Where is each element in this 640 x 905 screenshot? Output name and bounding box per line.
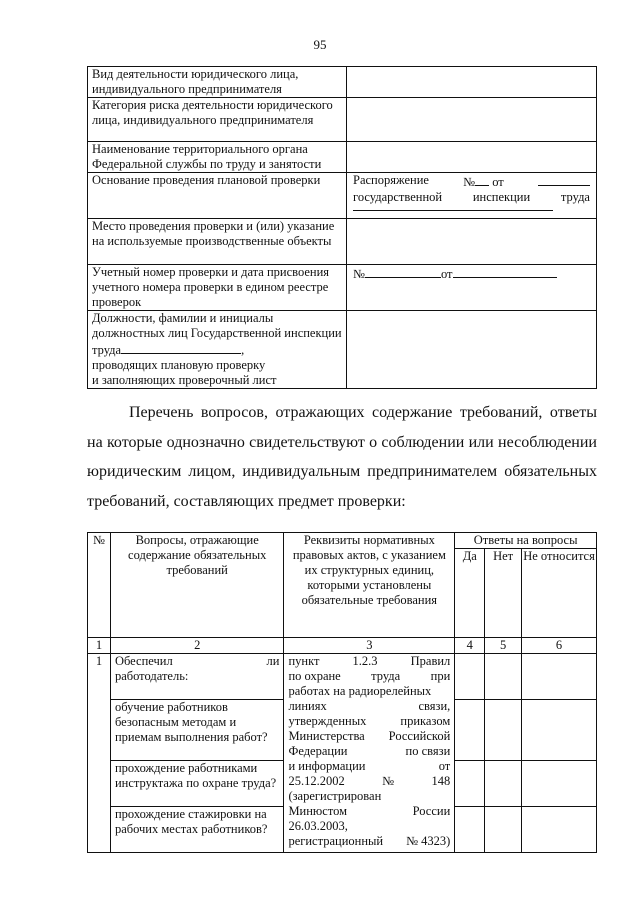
answer-na-cell[interactable] [522, 700, 597, 761]
page-number: 95 [313, 37, 327, 52]
requisites-line [288, 684, 450, 699]
info-value [347, 219, 597, 265]
info-row-risk-category [88, 98, 597, 142]
info-row-record-number [88, 265, 597, 311]
header-num: № [88, 533, 111, 638]
info-row-basis [88, 173, 597, 219]
requisites-word: 1.2.3 [352, 654, 378, 668]
requisites-word: № 4323) [406, 834, 451, 848]
info-label: Должности, фамилии и инициалы должностных лиц Государственной инспекции труда , проводящих плановую проверку и заполняющих проверочный лист [88, 311, 347, 389]
requisites-word: Российской [388, 729, 451, 743]
answer-na-cell[interactable] [522, 761, 597, 807]
basis-number: № от [463, 175, 504, 189]
answer-yes-cell[interactable] [455, 761, 485, 807]
requisites-word: линиях [288, 699, 327, 713]
basis-date-blank [538, 173, 590, 186]
answer-no-cell[interactable] [485, 761, 522, 807]
requisites-word: Министерства [288, 729, 365, 743]
requisites-word: по связи [405, 744, 451, 758]
info-label: Категория риска деятельности юридического лица, индивидуального предпринимателя [88, 98, 347, 142]
answer-no-cell[interactable] [485, 654, 522, 700]
requisites-word: труда [371, 669, 401, 683]
requisites-word: регистрационный [288, 834, 384, 848]
inspection-info-table [87, 66, 597, 389]
header-answers: Ответы на вопросы [455, 533, 597, 549]
header-requisites: Реквизиты нормативных правовых актов, с указанием их структурных единиц, которыми установлены обязательные требования [284, 533, 455, 638]
basis-word: труда [560, 190, 590, 204]
requisites-line [288, 759, 450, 774]
basis-line-1 [353, 173, 590, 190]
sub-question-text: обучение работников безопасным методам и приемам выполнения работ? [110, 700, 284, 761]
info-row-officials [88, 311, 597, 389]
header-no: Нет [485, 549, 522, 638]
basis-line-2 [353, 190, 590, 205]
info-label: Основание проведения плановой проверки [88, 173, 347, 219]
answer-no-cell[interactable] [485, 700, 522, 761]
questions-table [87, 532, 597, 853]
requisites-line [288, 729, 450, 744]
requisites-line [288, 669, 450, 684]
requisites-word: № [382, 774, 395, 788]
record-number-value: № от [347, 265, 597, 311]
column-numbers-row [88, 638, 597, 654]
question-text: Обеспечил ли работодатель: [110, 654, 284, 700]
col-number: 5 [485, 638, 522, 654]
requisites-line [288, 789, 450, 804]
requisites-word: 148 [431, 774, 451, 788]
header-questions: Вопросы, отражающие содержание обязательных требований [110, 533, 284, 638]
question-row [88, 654, 597, 700]
info-row-activity [88, 67, 597, 98]
requisites-cell [284, 654, 455, 853]
answer-yes-cell[interactable] [455, 807, 485, 853]
requisites-word: утвержденных [288, 714, 367, 728]
requisites-line [288, 834, 450, 849]
info-row-place [88, 219, 597, 265]
header-yes: Да [455, 549, 485, 638]
requisites-line [288, 699, 450, 714]
requisites-line [288, 774, 450, 789]
requisites-word: приказом [400, 714, 451, 728]
info-label: Вид деятельности юридического лица, индивидуального предпринимателя [88, 67, 347, 98]
requisites-word: при [430, 669, 451, 683]
basis-word: государственной [353, 190, 443, 204]
col-number: 1 [88, 638, 111, 654]
info-label: Место проведения проверки и (или) указание на используемые производственные объекты [88, 219, 347, 265]
requisites-line [288, 714, 450, 729]
basis-value [347, 173, 597, 219]
answer-na-cell[interactable] [522, 807, 597, 853]
requisites-word: и информации [288, 759, 366, 773]
requisites-word: 25.12.2002 [288, 774, 345, 788]
info-value [347, 142, 597, 173]
requisites-word: 26.03.2003, [288, 819, 348, 833]
requisites-word: Федерации [288, 744, 348, 758]
info-value [347, 67, 597, 98]
requisites-word: Правил [410, 654, 451, 668]
requisites-word: по охране [288, 669, 341, 683]
requisites-line [288, 804, 450, 819]
requisites-line [288, 744, 450, 759]
requisites-word: работах на радиорелейных [288, 684, 432, 698]
info-label: Наименование территориального органа Федеральной службы по труду и занятости [88, 142, 347, 173]
info-value [347, 98, 597, 142]
question-number: 1 [88, 654, 111, 853]
requisites-line [288, 654, 450, 669]
info-label: Учетный номер проверки и дата присвоения учетного номера проверки в едином реестре проверок [88, 265, 347, 311]
col-number: 3 [284, 638, 455, 654]
sub-question-text: прохождение стажировки на рабочих местах работников? [110, 807, 284, 853]
answer-yes-cell[interactable] [455, 654, 485, 700]
basis-blank-line [353, 210, 553, 211]
basis-word: Распоряжение [353, 173, 429, 187]
info-row-territorial-body [88, 142, 597, 173]
sub-question-text: прохождение работниками инструктажа по охране труда? [110, 761, 284, 807]
answer-na-cell[interactable] [522, 654, 597, 700]
answer-yes-cell[interactable] [455, 700, 485, 761]
basis-word: инспекции [472, 190, 531, 204]
requisites-word: Минюстом [288, 804, 348, 818]
requirements-paragraph: Перечень вопросов, отражающих содержание требований, ответы на которые однозначно свидетельствуют о соблюдении или несоблюдении юридическим лицом, индивидуальным предпринимателем обязательных требований, составляющих предмет проверки: [87, 404, 597, 510]
requisites-word: от [438, 759, 451, 773]
requisites-word: России [412, 804, 451, 818]
requisites-line [288, 819, 450, 834]
requisites-word: связи, [418, 699, 451, 713]
col-number: 6 [522, 638, 597, 654]
col-number: 2 [110, 638, 284, 654]
info-value [347, 311, 597, 389]
answer-no-cell[interactable] [485, 807, 522, 853]
col-number: 4 [455, 638, 485, 654]
header-row-1 [88, 533, 597, 549]
header-na: Не относится [522, 549, 597, 638]
requisites-word: пункт [288, 654, 320, 668]
requisites-word: (зарегистрирован [288, 789, 382, 803]
